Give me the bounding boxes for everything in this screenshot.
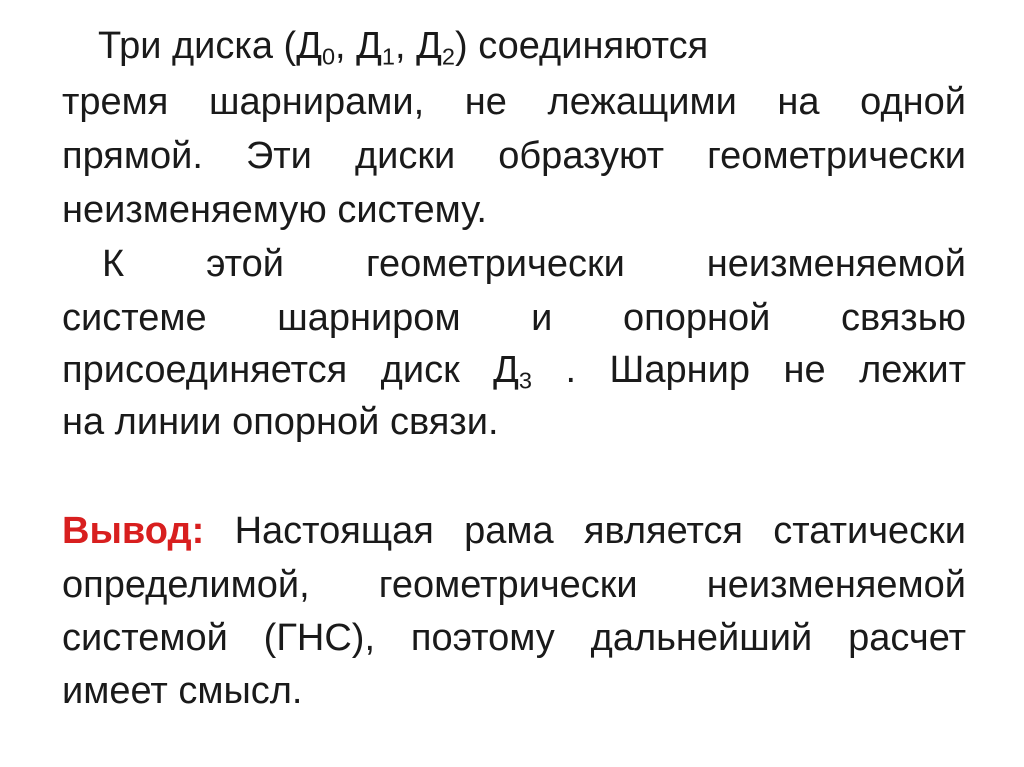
paragraph-2-line-4: на линии опорной связи. [62, 401, 499, 443]
subscript-3: 3 [518, 367, 533, 394]
conclusion-line-4: имеет смысл. [62, 670, 303, 712]
paragraph-1-line-1 [98, 18, 778, 74]
conclusion-label: Вывод: [62, 510, 205, 552]
subscript-2: 2 [441, 43, 455, 70]
text-fragment: Три диска (Д [98, 25, 322, 67]
paragraph-1-line-4: неизменяемую систему. [62, 189, 487, 231]
conclusion-line-3: системой (ГНС), поэтому дальнейший расчет [62, 617, 966, 659]
subscript-0: 0 [321, 43, 336, 70]
paragraph-1-line-3: прямой. Эти диски образуют геометрически [62, 135, 966, 177]
conclusion-line-1 [62, 503, 966, 559]
paragraph-2-line-1: К этой геометрически неизменяемой [102, 243, 966, 285]
text-fragment: , Д [395, 25, 442, 67]
paragraph-2-line-2: системе шарниром и опорной связью [62, 297, 966, 339]
text-fragment: присоединяется диск Д [62, 349, 519, 391]
conclusion-text: Настоящая рама является статически [234, 510, 966, 552]
text-fragment: . Шарнир не лежит [532, 349, 967, 391]
text-fragment: , Д [335, 25, 382, 67]
text-fragment: ) соединяются [454, 25, 709, 67]
paragraph-1-line-2: тремя шарнирами, не лежащими на одной [62, 81, 966, 123]
conclusion-line-2: определимой, геометрически неизменяемой [62, 564, 966, 606]
subscript-1: 1 [381, 43, 396, 70]
paragraph-2-line-3 [62, 342, 966, 398]
